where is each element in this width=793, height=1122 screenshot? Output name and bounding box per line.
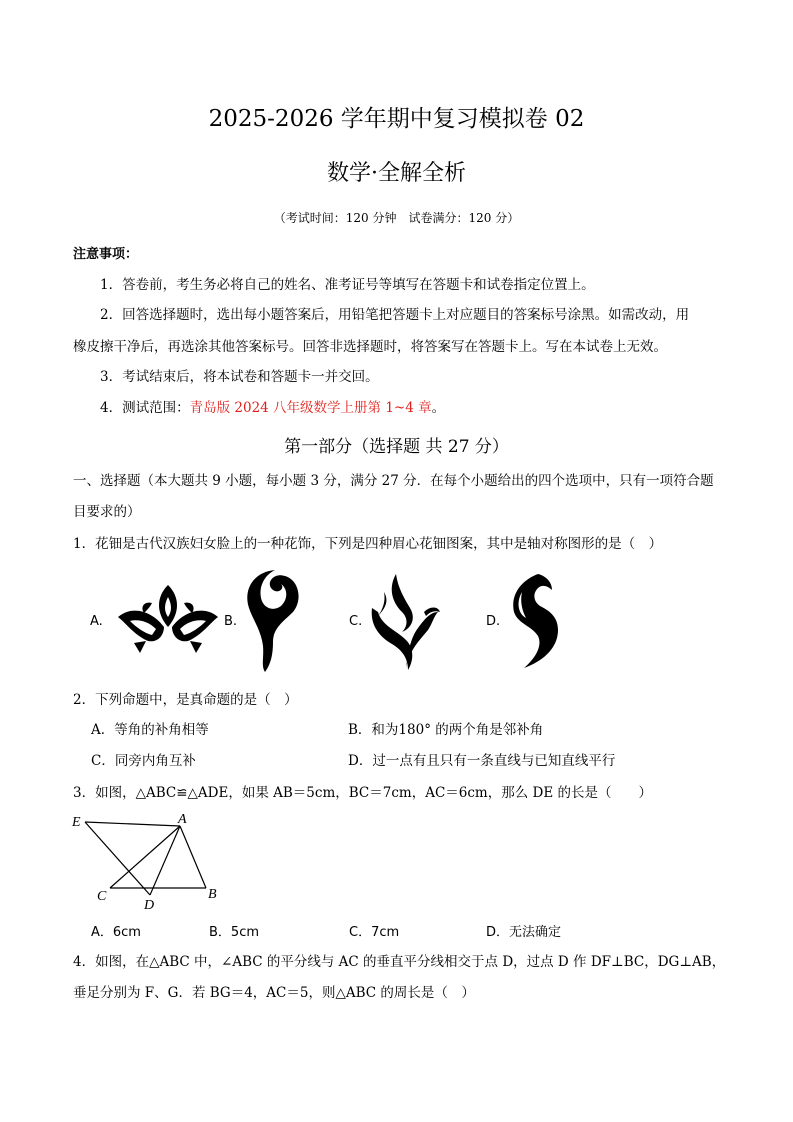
pattern-c-image	[368, 572, 440, 672]
notice-item-1: 1．答卷前，考生务必将自己的姓名、准考证号等填写在答题卡和试卷指定位置上。	[100, 277, 595, 293]
part-one-heading: 第一部分（选择题 共 27 分）	[284, 437, 509, 457]
pattern-b-image	[243, 568, 303, 674]
q3-option-a[interactable]: A．6cm	[91, 925, 141, 940]
notice-item-4	[100, 398, 445, 418]
section-instructions-a: 一、选择题（本大题共 9 小题，每小题 3 分，满分 27 分．在每个小题给出的四个选项中，只有一项符合题	[73, 473, 714, 489]
notice-item-3: 3．考试结束后，将本试卷和答题卡一并交回。	[100, 369, 379, 385]
q2-option-c[interactable]: C．同旁内角互补	[91, 753, 196, 769]
q3-point-d: D	[144, 898, 155, 913]
paper-subtitle: 数学·全解全析	[327, 161, 466, 186]
notice-heading: 注意事项：	[73, 247, 139, 262]
section-instructions-b: 目要求的）	[73, 504, 141, 520]
q3-point-a: A	[178, 812, 187, 827]
test-scope: 青岛版 2024 八年级数学上册第 1~4 章	[189, 400, 432, 416]
q2-option-a[interactable]: A．等角的补角相等	[91, 722, 209, 738]
q1-label-c: C.	[349, 614, 363, 629]
q3-triangle-figure	[70, 812, 230, 912]
pattern-d-image	[508, 572, 562, 670]
q3-point-c: C	[97, 889, 107, 904]
q2-option-d[interactable]: D．过一点有且只有一条直线与已知直线平行	[348, 753, 616, 769]
paper-title: 2025-2026 学年期中复习模拟卷 02	[208, 106, 585, 132]
pattern-a-image	[112, 583, 224, 655]
q1-label-d: D.	[486, 614, 501, 629]
notice-item-2b: 橡皮擦干净后，再选涂其他答案标号。回答非选择题时，将答案写在答题卡上。写在本试卷上无效。	[73, 339, 667, 355]
q4-stem-line-2: 垂足分别为 F、G．若 BG＝4，AC＝5，则△ABC 的周长是（ ）	[73, 985, 475, 1001]
q3-stem: 3．如图，△ABC≌△ADE，如果 AB＝5cm，BC＝7cm，AC＝6cm，那么 DE 的长是（ ）	[73, 785, 652, 801]
q1-stem: 1．花钿是古代汉族妇女脸上的一种花饰，下列是四种眉心花钿图案，其中是轴对称图形的是（ ）	[73, 536, 663, 552]
q3-point-e: E	[72, 815, 81, 830]
q1-label-b: B.	[224, 614, 238, 629]
notice-item-2a: 2．回答选择题时，选出每小题答案后，用铅笔把答题卡上对应题目的答案标号涂黑。如需改动，用	[100, 307, 690, 323]
q2-stem: 2．下列命题中，是真命题的是（ ）	[73, 692, 298, 708]
q3-point-b: B	[208, 887, 217, 902]
q2-option-b[interactable]: B．和为180° 的两个角是邻补角	[348, 722, 544, 738]
exam-meta: （考试时间：120 分钟 试卷满分：120 分）	[273, 211, 520, 225]
notice-item-4-suffix: 。	[431, 400, 446, 416]
notice-item-4-prefix: 4．测试范围：	[100, 400, 190, 416]
q1-label-a: A.	[90, 614, 103, 629]
q4-stem-line-1: 4．如图，在△ABC 中，∠ABC 的平分线与 AC 的垂直平分线相交于点 D，过点 D 作 DF⊥BC，DG⊥AB，	[73, 954, 726, 970]
q3-option-c[interactable]: C．7cm	[349, 925, 400, 940]
q3-option-b[interactable]: B．5cm	[209, 925, 260, 940]
q3-option-d[interactable]: D．无法确定	[486, 925, 562, 940]
